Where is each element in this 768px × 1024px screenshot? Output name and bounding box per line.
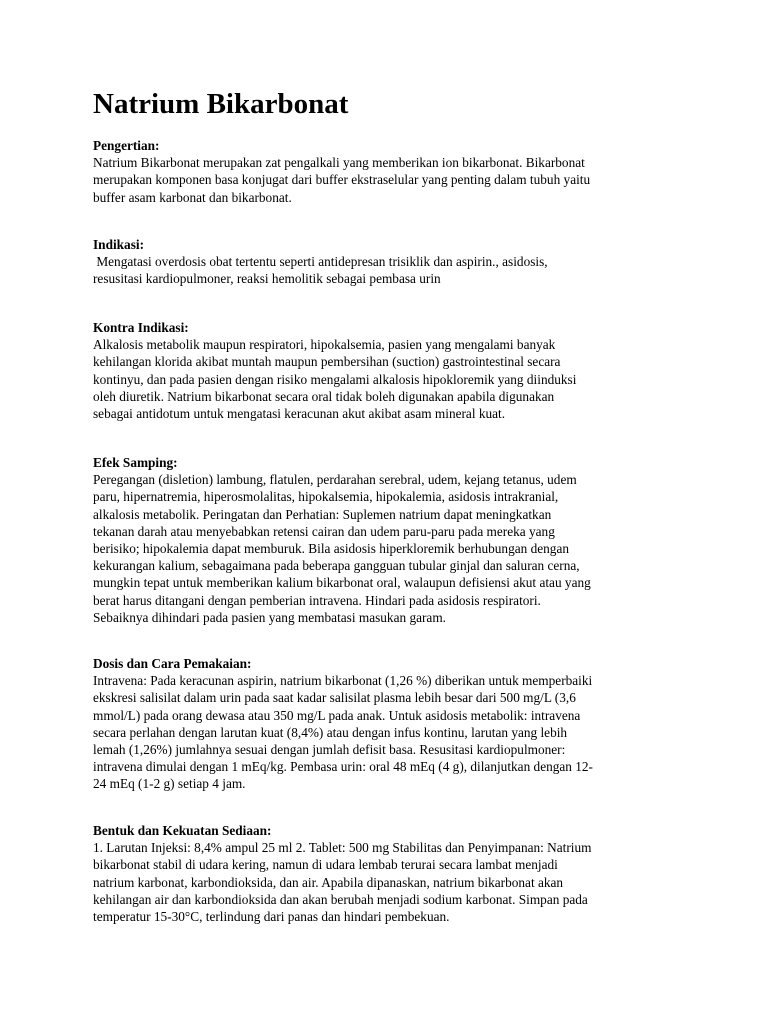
section-heading: Efek Samping: [93, 455, 178, 470]
section-line: berat harus ditangani dengan pemberian intravena. Hindari pada asidosis respiratori. [93, 592, 541, 608]
section-line: lemah (1,26%) jumlahnya sesuai dengan jumlah defisit basa. Resusitasi kardiopulmoner: [93, 742, 566, 758]
section-line: ekskresi salisilat dalam urin pada saat kadar salisilat plasma lebih besar dari 500 mg/L (3,6 [93, 690, 576, 706]
section-line: Peregangan (disletion) lambung, flatulen, perdarahan serebral, udem, kejang tetanus, udem [93, 472, 577, 488]
section-heading: Indikasi: [93, 237, 144, 252]
section-line: tekanan darah atau menyebabkan retensi cairan dan udem paru-paru pada mereka yang [93, 523, 555, 539]
section-heading: Bentuk dan Kekuatan Sediaan: [93, 823, 272, 838]
section-line: mungkin tepat untuk memberikan kalium bikarbonat oral, walaupun defisiensi akut atau yang [93, 575, 591, 591]
section-heading: Dosis dan Cara Pemakaian: [93, 656, 252, 671]
section-pengertian [93, 137, 713, 206]
section-line: sebagai antidotum untuk mengatasi keracunan akut akibat asam mineral kuat. [93, 406, 506, 422]
section-dosis [93, 655, 713, 793]
section-line: resusitasi kardiopulmoner, reaksi hemolitik sebagai pembasa urin [93, 271, 441, 287]
section-efek-samping [93, 454, 713, 626]
section-line: secara perlahan dengan larutan kuat (8,4%) atau dengan infus kontinu, larutan yang lebih [93, 724, 568, 740]
section-indikasi [93, 236, 713, 288]
section-line: kekurangan kalium, sebagaimana pada beberapa gangguan tubular ginjal dan saluran cerna, [93, 558, 580, 574]
section-line: Alkalosis metabolik maupun respiratori, hipokalsemia, pasien yang mengalami banyak [93, 337, 556, 353]
section-line: intravena dimulai dengan 1 mEq/kg. Pembasa urin: oral 48 mEq (4 g), dilanjutkan dengan 12- [93, 759, 593, 775]
section-line: temperatur 15-30°C, terlindung dari panas dan hindari pembekuan. [93, 909, 450, 925]
section-heading: Kontra Indikasi: [93, 320, 189, 335]
section-line: 1. Larutan Injeksi: 8,4% ampul 25 ml 2. Tablet: 500 mg Stabilitas dan Penyimpanan: Natrium [93, 840, 592, 856]
section-line: mmol/L) pada orang dewasa atau 350 mg/L pada anak. Untuk asidosis metabolik: intravena [93, 707, 581, 723]
section-line: natrium karbonat, karbondioksida, dan air. Apabila dipanaskan, natrium bikarbonat akan [93, 874, 564, 890]
section-line: Intravena: Pada keracunan aspirin, natrium bikarbonat (1,26 %) diberikan untuk memperbaiki [93, 673, 593, 689]
section-line: alkalosis metabolik. Peringatan dan Perhatian: Suplemen natrium dapat meningkatkan [93, 506, 552, 522]
section-kontra-indikasi [93, 319, 713, 422]
section-line: merupakan komponen basa konjugat dari buffer ekstraselular yang penting dalam tubuh yaitu [93, 172, 591, 188]
section-line: berisiko; hipokalemia dapat memburuk. Bila asidosis hiperkloremik berhubungan dengan [93, 541, 569, 557]
section-line: Natrium Bikarbonat merupakan zat pengalkali yang memberikan ion bikarbonat. Bikarbonat [93, 155, 585, 171]
document-title: Natrium Bikarbonat [93, 88, 349, 120]
section-line: Mengatasi overdosis obat tertentu seperti antidepresan trisiklik dan aspirin., asidosis, [93, 254, 548, 270]
section-line: oleh diuretik. Natrium bikarbonat secara oral tidak boleh digunakan apabila digunakan [93, 388, 555, 404]
section-line: paru, hipernatremia, hiperosmolalitas, hipokalsemia, hipokalemia, asidosis intrakranial, [93, 489, 559, 505]
section-line: kehilangan klorida akibat muntah maupun pembersihan (suction) gastrointestinal secara [93, 354, 561, 370]
section-line: Sebaiknya dihindari pada pasien yang membatasi masukan garam. [93, 609, 446, 625]
section-bentuk-sediaan [93, 822, 713, 925]
section-heading: Pengertian: [93, 138, 160, 153]
section-line: buffer asam karbonat dan bikarbonat. [93, 189, 292, 205]
section-line: kehilangan air dan karbondioksida dan akan berubah menjadi sodium karbonat. Simpan pada [93, 891, 588, 907]
section-line: 24 mEq (1-2 g) setiap 4 jam. [93, 776, 246, 792]
section-line: kontinyu, dan pada pasien dengan risiko mengalami alkalosis hipokloremik yang diinduksi [93, 371, 577, 387]
section-line: bikarbonat stabil di udara kering, namun di udara lembab terurai secara lambat menjadi [93, 857, 558, 873]
